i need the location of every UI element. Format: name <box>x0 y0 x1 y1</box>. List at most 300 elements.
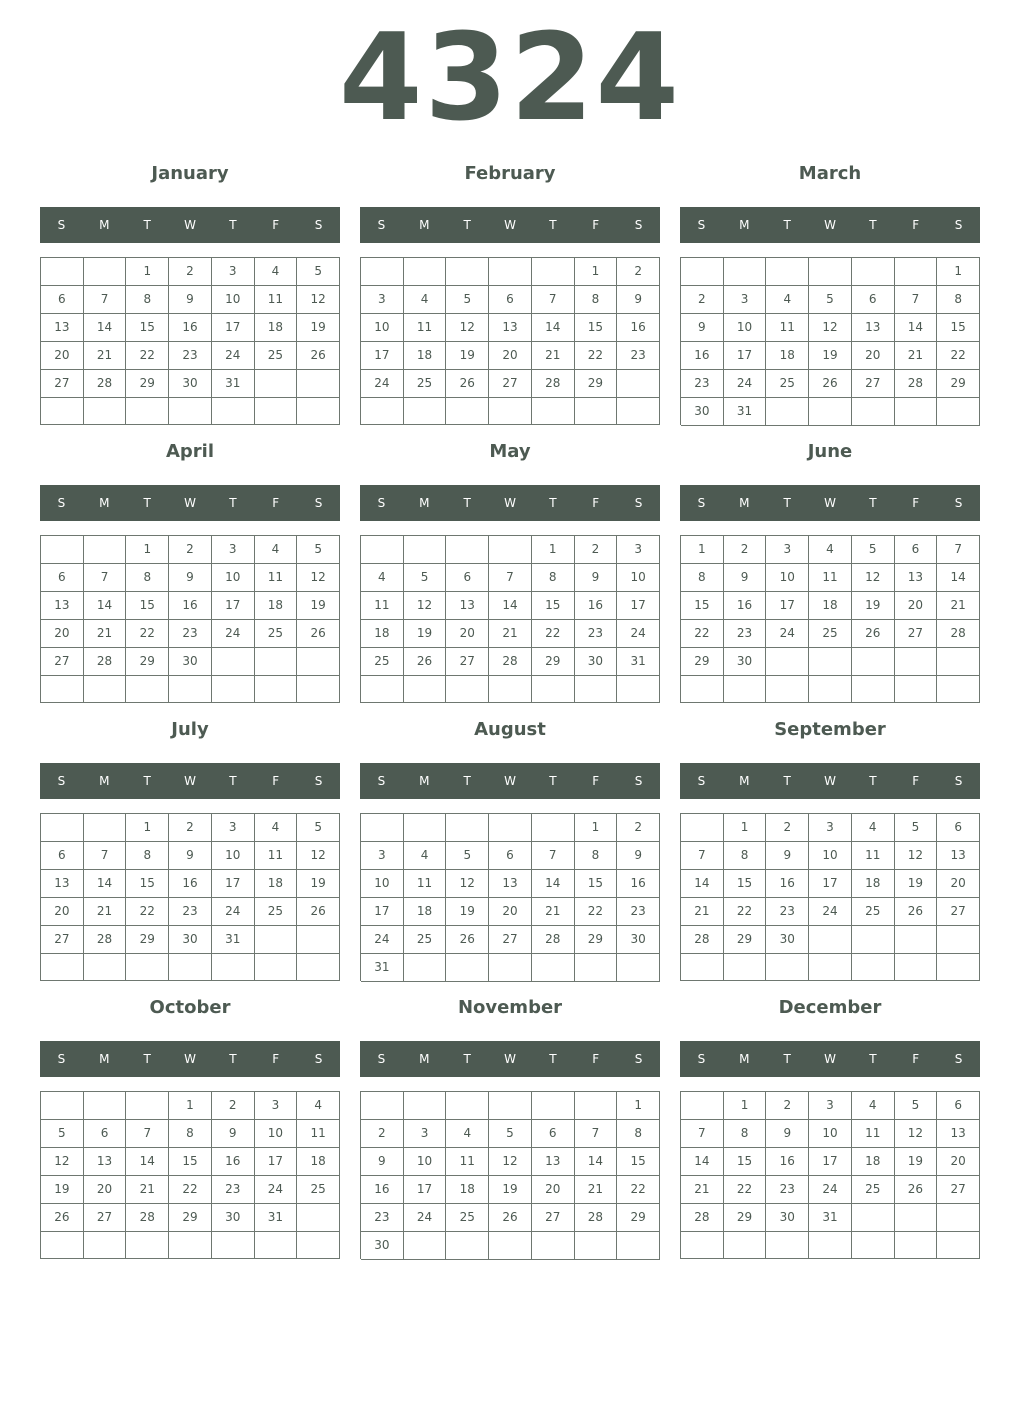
day-cell[interactable]: 4 <box>809 536 852 564</box>
day-cell[interactable]: 22 <box>126 620 169 648</box>
day-cell[interactable]: 15 <box>126 314 169 342</box>
day-cell[interactable]: 9 <box>212 1120 255 1148</box>
day-cell[interactable]: 1 <box>575 814 618 842</box>
day-cell[interactable]: 31 <box>212 926 255 954</box>
day-cell[interactable]: 17 <box>809 1148 852 1176</box>
day-cell[interactable]: 20 <box>937 1148 980 1176</box>
day-cell[interactable]: 19 <box>404 620 447 648</box>
day-cell[interactable]: 14 <box>84 592 127 620</box>
day-cell[interactable]: 8 <box>126 842 169 870</box>
day-cell[interactable]: 16 <box>361 1176 404 1204</box>
day-cell[interactable]: 8 <box>937 286 980 314</box>
day-cell[interactable]: 29 <box>126 648 169 676</box>
day-cell[interactable]: 10 <box>404 1148 447 1176</box>
day-cell[interactable]: 5 <box>297 814 340 842</box>
day-cell[interactable]: 24 <box>617 620 660 648</box>
day-cell[interactable]: 5 <box>404 564 447 592</box>
day-cell[interactable]: 21 <box>681 898 724 926</box>
day-cell[interactable]: 24 <box>361 926 404 954</box>
day-cell[interactable]: 2 <box>617 814 660 842</box>
day-cell[interactable]: 29 <box>724 926 767 954</box>
day-cell[interactable]: 18 <box>255 870 298 898</box>
day-cell[interactable]: 14 <box>489 592 532 620</box>
day-cell[interactable]: 22 <box>126 898 169 926</box>
day-cell[interactable]: 24 <box>766 620 809 648</box>
day-cell[interactable]: 16 <box>575 592 618 620</box>
day-cell[interactable]: 18 <box>766 342 809 370</box>
day-cell[interactable]: 22 <box>575 898 618 926</box>
day-cell[interactable]: 10 <box>617 564 660 592</box>
day-cell[interactable]: 29 <box>126 370 169 398</box>
day-cell[interactable]: 23 <box>169 620 212 648</box>
day-cell[interactable]: 21 <box>126 1176 169 1204</box>
day-cell[interactable]: 21 <box>84 620 127 648</box>
day-cell[interactable]: 5 <box>895 814 938 842</box>
day-cell[interactable]: 1 <box>937 258 980 286</box>
day-cell[interactable]: 28 <box>532 926 575 954</box>
day-cell[interactable]: 23 <box>681 370 724 398</box>
day-cell[interactable]: 24 <box>809 1176 852 1204</box>
day-cell[interactable]: 11 <box>361 592 404 620</box>
day-cell[interactable]: 14 <box>126 1148 169 1176</box>
day-cell[interactable]: 6 <box>852 286 895 314</box>
day-cell[interactable]: 11 <box>255 842 298 870</box>
day-cell[interactable]: 28 <box>126 1204 169 1232</box>
day-cell[interactable]: 19 <box>297 870 340 898</box>
day-cell[interactable]: 25 <box>852 1176 895 1204</box>
day-cell[interactable]: 21 <box>84 342 127 370</box>
day-cell[interactable]: 4 <box>404 286 447 314</box>
day-cell[interactable]: 18 <box>297 1148 340 1176</box>
day-cell[interactable]: 22 <box>681 620 724 648</box>
day-cell[interactable]: 8 <box>169 1120 212 1148</box>
day-cell[interactable]: 2 <box>724 536 767 564</box>
day-cell[interactable]: 15 <box>724 1148 767 1176</box>
day-cell[interactable]: 28 <box>681 926 724 954</box>
day-cell[interactable]: 8 <box>617 1120 660 1148</box>
day-cell[interactable]: 4 <box>852 814 895 842</box>
day-cell[interactable]: 20 <box>84 1176 127 1204</box>
day-cell[interactable]: 31 <box>212 370 255 398</box>
day-cell[interactable]: 12 <box>297 842 340 870</box>
day-cell[interactable]: 14 <box>532 870 575 898</box>
day-cell[interactable]: 26 <box>809 370 852 398</box>
day-cell[interactable]: 22 <box>169 1176 212 1204</box>
day-cell[interactable]: 1 <box>617 1092 660 1120</box>
day-cell[interactable]: 4 <box>255 814 298 842</box>
day-cell[interactable]: 28 <box>84 648 127 676</box>
day-cell[interactable]: 28 <box>937 620 980 648</box>
day-cell[interactable]: 9 <box>724 564 767 592</box>
day-cell[interactable]: 15 <box>126 592 169 620</box>
day-cell[interactable]: 1 <box>532 536 575 564</box>
day-cell[interactable]: 2 <box>212 1092 255 1120</box>
day-cell[interactable]: 22 <box>575 342 618 370</box>
day-cell[interactable]: 19 <box>809 342 852 370</box>
day-cell[interactable]: 2 <box>361 1120 404 1148</box>
day-cell[interactable]: 4 <box>852 1092 895 1120</box>
day-cell[interactable]: 16 <box>169 870 212 898</box>
day-cell[interactable]: 21 <box>895 342 938 370</box>
day-cell[interactable]: 12 <box>852 564 895 592</box>
day-cell[interactable]: 13 <box>489 314 532 342</box>
day-cell[interactable]: 22 <box>937 342 980 370</box>
day-cell[interactable]: 15 <box>681 592 724 620</box>
day-cell[interactable]: 7 <box>489 564 532 592</box>
day-cell[interactable]: 3 <box>809 1092 852 1120</box>
day-cell[interactable]: 22 <box>126 342 169 370</box>
day-cell[interactable]: 18 <box>852 1148 895 1176</box>
day-cell[interactable]: 1 <box>169 1092 212 1120</box>
day-cell[interactable]: 10 <box>809 1120 852 1148</box>
day-cell[interactable]: 1 <box>724 1092 767 1120</box>
day-cell[interactable]: 30 <box>681 398 724 426</box>
day-cell[interactable]: 16 <box>169 314 212 342</box>
day-cell[interactable]: 18 <box>255 314 298 342</box>
day-cell[interactable]: 28 <box>681 1204 724 1232</box>
day-cell[interactable]: 11 <box>852 1120 895 1148</box>
day-cell[interactable]: 24 <box>212 898 255 926</box>
day-cell[interactable]: 16 <box>617 870 660 898</box>
day-cell[interactable]: 27 <box>446 648 489 676</box>
day-cell[interactable]: 12 <box>446 870 489 898</box>
day-cell[interactable]: 21 <box>84 898 127 926</box>
day-cell[interactable]: 15 <box>126 870 169 898</box>
day-cell[interactable]: 17 <box>212 314 255 342</box>
day-cell[interactable]: 19 <box>895 870 938 898</box>
day-cell[interactable]: 21 <box>489 620 532 648</box>
day-cell[interactable]: 13 <box>489 870 532 898</box>
day-cell[interactable]: 16 <box>766 870 809 898</box>
day-cell[interactable]: 7 <box>895 286 938 314</box>
day-cell[interactable]: 6 <box>84 1120 127 1148</box>
day-cell[interactable]: 11 <box>766 314 809 342</box>
day-cell[interactable]: 20 <box>41 898 84 926</box>
day-cell[interactable]: 1 <box>681 536 724 564</box>
day-cell[interactable]: 23 <box>169 898 212 926</box>
day-cell[interactable]: 21 <box>532 342 575 370</box>
day-cell[interactable]: 13 <box>446 592 489 620</box>
day-cell[interactable]: 21 <box>937 592 980 620</box>
day-cell[interactable]: 3 <box>617 536 660 564</box>
day-cell[interactable]: 30 <box>724 648 767 676</box>
day-cell[interactable]: 18 <box>255 592 298 620</box>
day-cell[interactable]: 13 <box>895 564 938 592</box>
day-cell[interactable]: 6 <box>41 286 84 314</box>
day-cell[interactable]: 6 <box>489 842 532 870</box>
day-cell[interactable]: 2 <box>766 1092 809 1120</box>
day-cell[interactable]: 1 <box>126 536 169 564</box>
day-cell[interactable]: 1 <box>126 814 169 842</box>
day-cell[interactable]: 24 <box>361 370 404 398</box>
day-cell[interactable]: 19 <box>895 1148 938 1176</box>
day-cell[interactable]: 12 <box>297 286 340 314</box>
day-cell[interactable]: 25 <box>361 648 404 676</box>
day-cell[interactable]: 11 <box>404 870 447 898</box>
day-cell[interactable]: 12 <box>489 1148 532 1176</box>
day-cell[interactable]: 17 <box>212 592 255 620</box>
day-cell[interactable]: 11 <box>255 564 298 592</box>
day-cell[interactable]: 23 <box>766 898 809 926</box>
day-cell[interactable]: 3 <box>809 814 852 842</box>
day-cell[interactable]: 4 <box>404 842 447 870</box>
day-cell[interactable]: 27 <box>41 648 84 676</box>
day-cell[interactable]: 27 <box>937 898 980 926</box>
day-cell[interactable]: 27 <box>895 620 938 648</box>
day-cell[interactable]: 9 <box>617 286 660 314</box>
day-cell[interactable]: 27 <box>41 926 84 954</box>
day-cell[interactable]: 20 <box>41 620 84 648</box>
day-cell[interactable]: 29 <box>617 1204 660 1232</box>
day-cell[interactable]: 23 <box>575 620 618 648</box>
day-cell[interactable]: 30 <box>766 1204 809 1232</box>
day-cell[interactable]: 24 <box>809 898 852 926</box>
day-cell[interactable]: 16 <box>681 342 724 370</box>
day-cell[interactable]: 8 <box>126 564 169 592</box>
day-cell[interactable]: 14 <box>532 314 575 342</box>
day-cell[interactable]: 3 <box>724 286 767 314</box>
day-cell[interactable]: 6 <box>489 286 532 314</box>
day-cell[interactable]: 1 <box>575 258 618 286</box>
day-cell[interactable]: 14 <box>84 314 127 342</box>
day-cell[interactable]: 23 <box>361 1204 404 1232</box>
day-cell[interactable]: 17 <box>361 898 404 926</box>
day-cell[interactable]: 12 <box>895 842 938 870</box>
day-cell[interactable]: 7 <box>681 1120 724 1148</box>
day-cell[interactable]: 10 <box>212 564 255 592</box>
day-cell[interactable]: 6 <box>41 842 84 870</box>
day-cell[interactable]: 27 <box>84 1204 127 1232</box>
day-cell[interactable]: 24 <box>404 1204 447 1232</box>
day-cell[interactable]: 3 <box>361 286 404 314</box>
day-cell[interactable]: 2 <box>617 258 660 286</box>
day-cell[interactable]: 29 <box>937 370 980 398</box>
day-cell[interactable]: 27 <box>489 370 532 398</box>
day-cell[interactable]: 9 <box>169 564 212 592</box>
day-cell[interactable]: 16 <box>766 1148 809 1176</box>
day-cell[interactable]: 27 <box>852 370 895 398</box>
day-cell[interactable]: 7 <box>532 286 575 314</box>
day-cell[interactable]: 17 <box>724 342 767 370</box>
day-cell[interactable]: 26 <box>404 648 447 676</box>
day-cell[interactable]: 25 <box>809 620 852 648</box>
day-cell[interactable]: 10 <box>809 842 852 870</box>
day-cell[interactable]: 5 <box>852 536 895 564</box>
day-cell[interactable]: 13 <box>852 314 895 342</box>
day-cell[interactable]: 5 <box>446 842 489 870</box>
day-cell[interactable]: 19 <box>852 592 895 620</box>
day-cell[interactable]: 30 <box>169 370 212 398</box>
day-cell[interactable]: 9 <box>361 1148 404 1176</box>
day-cell[interactable]: 25 <box>255 620 298 648</box>
day-cell[interactable]: 19 <box>446 342 489 370</box>
day-cell[interactable]: 15 <box>532 592 575 620</box>
day-cell[interactable]: 5 <box>809 286 852 314</box>
day-cell[interactable]: 21 <box>681 1176 724 1204</box>
day-cell[interactable]: 19 <box>297 314 340 342</box>
day-cell[interactable]: 18 <box>404 342 447 370</box>
day-cell[interactable]: 12 <box>404 592 447 620</box>
day-cell[interactable]: 7 <box>532 842 575 870</box>
day-cell[interactable]: 16 <box>212 1148 255 1176</box>
day-cell[interactable]: 29 <box>681 648 724 676</box>
day-cell[interactable]: 5 <box>41 1120 84 1148</box>
day-cell[interactable]: 13 <box>937 1120 980 1148</box>
day-cell[interactable]: 3 <box>361 842 404 870</box>
day-cell[interactable]: 23 <box>212 1176 255 1204</box>
day-cell[interactable]: 7 <box>126 1120 169 1148</box>
day-cell[interactable]: 10 <box>212 286 255 314</box>
day-cell[interactable]: 14 <box>681 1148 724 1176</box>
day-cell[interactable]: 3 <box>404 1120 447 1148</box>
day-cell[interactable]: 3 <box>212 814 255 842</box>
day-cell[interactable]: 4 <box>766 286 809 314</box>
day-cell[interactable]: 13 <box>41 314 84 342</box>
day-cell[interactable]: 9 <box>169 842 212 870</box>
day-cell[interactable]: 15 <box>575 314 618 342</box>
day-cell[interactable]: 2 <box>169 814 212 842</box>
day-cell[interactable]: 30 <box>212 1204 255 1232</box>
day-cell[interactable]: 15 <box>575 870 618 898</box>
day-cell[interactable]: 22 <box>532 620 575 648</box>
day-cell[interactable]: 18 <box>361 620 404 648</box>
day-cell[interactable]: 13 <box>532 1148 575 1176</box>
day-cell[interactable]: 3 <box>212 258 255 286</box>
day-cell[interactable]: 8 <box>575 842 618 870</box>
day-cell[interactable]: 31 <box>255 1204 298 1232</box>
day-cell[interactable]: 11 <box>446 1148 489 1176</box>
day-cell[interactable]: 2 <box>575 536 618 564</box>
day-cell[interactable]: 20 <box>41 342 84 370</box>
day-cell[interactable]: 16 <box>169 592 212 620</box>
day-cell[interactable]: 17 <box>212 870 255 898</box>
day-cell[interactable]: 14 <box>575 1148 618 1176</box>
day-cell[interactable]: 5 <box>446 286 489 314</box>
day-cell[interactable]: 10 <box>361 314 404 342</box>
day-cell[interactable]: 18 <box>446 1176 489 1204</box>
day-cell[interactable]: 5 <box>297 258 340 286</box>
day-cell[interactable]: 20 <box>532 1176 575 1204</box>
day-cell[interactable]: 18 <box>809 592 852 620</box>
day-cell[interactable]: 10 <box>361 870 404 898</box>
day-cell[interactable]: 7 <box>937 536 980 564</box>
day-cell[interactable]: 11 <box>255 286 298 314</box>
day-cell[interactable]: 27 <box>532 1204 575 1232</box>
day-cell[interactable]: 26 <box>895 898 938 926</box>
day-cell[interactable]: 3 <box>255 1092 298 1120</box>
day-cell[interactable]: 13 <box>937 842 980 870</box>
day-cell[interactable]: 22 <box>724 1176 767 1204</box>
day-cell[interactable]: 30 <box>617 926 660 954</box>
day-cell[interactable]: 10 <box>255 1120 298 1148</box>
day-cell[interactable]: 30 <box>169 648 212 676</box>
day-cell[interactable]: 25 <box>852 898 895 926</box>
day-cell[interactable]: 24 <box>212 620 255 648</box>
day-cell[interactable]: 12 <box>297 564 340 592</box>
day-cell[interactable]: 10 <box>724 314 767 342</box>
day-cell[interactable]: 31 <box>361 954 404 982</box>
day-cell[interactable]: 26 <box>852 620 895 648</box>
day-cell[interactable]: 19 <box>446 898 489 926</box>
day-cell[interactable]: 23 <box>766 1176 809 1204</box>
day-cell[interactable]: 21 <box>532 898 575 926</box>
day-cell[interactable]: 11 <box>852 842 895 870</box>
day-cell[interactable]: 25 <box>404 926 447 954</box>
day-cell[interactable]: 4 <box>297 1092 340 1120</box>
day-cell[interactable]: 12 <box>41 1148 84 1176</box>
day-cell[interactable]: 6 <box>937 1092 980 1120</box>
day-cell[interactable]: 27 <box>489 926 532 954</box>
day-cell[interactable]: 9 <box>575 564 618 592</box>
day-cell[interactable]: 17 <box>617 592 660 620</box>
day-cell[interactable]: 23 <box>617 898 660 926</box>
day-cell[interactable]: 26 <box>446 370 489 398</box>
day-cell[interactable]: 18 <box>852 870 895 898</box>
day-cell[interactable]: 7 <box>84 564 127 592</box>
day-cell[interactable]: 20 <box>489 342 532 370</box>
day-cell[interactable]: 6 <box>446 564 489 592</box>
day-cell[interactable]: 19 <box>41 1176 84 1204</box>
day-cell[interactable]: 2 <box>681 286 724 314</box>
day-cell[interactable]: 23 <box>617 342 660 370</box>
day-cell[interactable]: 19 <box>489 1176 532 1204</box>
day-cell[interactable]: 7 <box>575 1120 618 1148</box>
day-cell[interactable]: 5 <box>297 536 340 564</box>
day-cell[interactable]: 29 <box>724 1204 767 1232</box>
day-cell[interactable]: 13 <box>41 870 84 898</box>
day-cell[interactable]: 25 <box>766 370 809 398</box>
day-cell[interactable]: 1 <box>126 258 169 286</box>
day-cell[interactable]: 6 <box>895 536 938 564</box>
day-cell[interactable]: 25 <box>255 898 298 926</box>
day-cell[interactable]: 28 <box>895 370 938 398</box>
day-cell[interactable]: 26 <box>41 1204 84 1232</box>
day-cell[interactable]: 28 <box>575 1204 618 1232</box>
day-cell[interactable]: 17 <box>766 592 809 620</box>
day-cell[interactable]: 13 <box>41 592 84 620</box>
day-cell[interactable]: 9 <box>766 1120 809 1148</box>
day-cell[interactable]: 7 <box>681 842 724 870</box>
day-cell[interactable]: 6 <box>937 814 980 842</box>
day-cell[interactable]: 17 <box>255 1148 298 1176</box>
day-cell[interactable]: 4 <box>446 1120 489 1148</box>
day-cell[interactable]: 25 <box>404 370 447 398</box>
day-cell[interactable]: 6 <box>41 564 84 592</box>
day-cell[interactable]: 26 <box>297 620 340 648</box>
day-cell[interactable]: 14 <box>84 870 127 898</box>
day-cell[interactable]: 28 <box>84 370 127 398</box>
day-cell[interactable]: 20 <box>895 592 938 620</box>
day-cell[interactable]: 29 <box>575 926 618 954</box>
day-cell[interactable]: 11 <box>809 564 852 592</box>
day-cell[interactable]: 17 <box>809 870 852 898</box>
day-cell[interactable]: 14 <box>681 870 724 898</box>
day-cell[interactable]: 8 <box>575 286 618 314</box>
day-cell[interactable]: 12 <box>895 1120 938 1148</box>
day-cell[interactable]: 4 <box>255 258 298 286</box>
day-cell[interactable]: 23 <box>724 620 767 648</box>
day-cell[interactable]: 17 <box>404 1176 447 1204</box>
day-cell[interactable]: 8 <box>724 1120 767 1148</box>
day-cell[interactable]: 8 <box>724 842 767 870</box>
day-cell[interactable]: 28 <box>84 926 127 954</box>
day-cell[interactable]: 9 <box>766 842 809 870</box>
day-cell[interactable]: 4 <box>361 564 404 592</box>
day-cell[interactable]: 17 <box>361 342 404 370</box>
day-cell[interactable]: 24 <box>724 370 767 398</box>
day-cell[interactable]: 22 <box>617 1176 660 1204</box>
day-cell[interactable]: 9 <box>681 314 724 342</box>
